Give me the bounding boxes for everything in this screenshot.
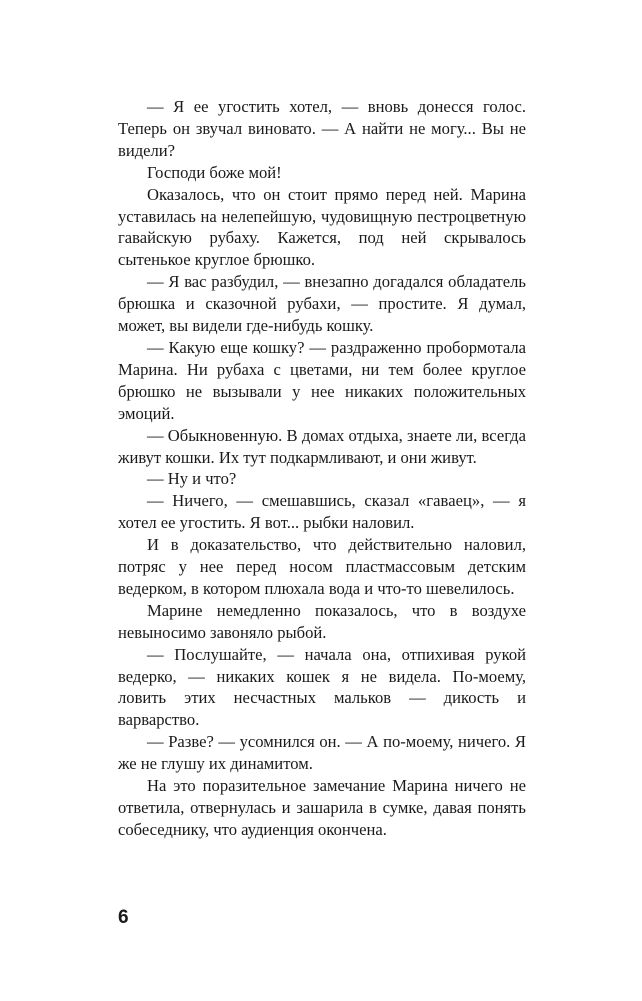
paragraph-12: — Разве? — усомнился он. — А по-моему, ничего. Я же не глушу их динамитом. bbox=[118, 732, 526, 774]
paragraph-1: — Я ее угостить хотел, — вновь донесся голос. Теперь он звучал виновато. — А найти не могу... Вы не видели? bbox=[118, 97, 526, 160]
paragraph-2: Господи боже мой! bbox=[147, 162, 282, 182]
paragraph-4: — Я вас разбудил, — внезапно догадался обладатель брюшка и сказочной рубахи, — простите. Я думал, может, вы видели где-нибудь кошку. bbox=[118, 272, 526, 336]
paragraph-8: — Ничего, — смешавшись, сказал «гавaец», — я хотел ее угостить. Я вот... рыбки наловил. bbox=[118, 491, 526, 533]
paragraph-5: — Какую еще кошку? — раздраженно пробормотала Марина. Ни рубаха с цветами, ни тем более круглое брюшко не вызывали у нее никаких положительных эмоций. bbox=[118, 337, 526, 423]
paragraph-10: Марине немедленно показалось, что в воздухе невыносимо завоняло рыбой. bbox=[118, 600, 526, 642]
paragraph-3: Оказалось, что он стоит прямо перед ней. Марина уставилась на нелепейшую, чудовищную пестроцветную гавайскую рубаху. Кажется, под ней скрывалось сытенькое круглое брюшко. bbox=[118, 184, 526, 270]
paragraph-9: И в доказательство, что действительно наловил, потряс у нее перед носом пластмассовым детским ведерком, в котором плюхала вода и что-то шевелилось. bbox=[118, 535, 526, 598]
paragraph-6: — Обыкновенную. В домах отдыха, знаете ли, всегда живут кошки. Их тут подкармливают, и они живут. bbox=[118, 425, 526, 467]
page-number: 6 bbox=[118, 907, 129, 928]
body-text bbox=[118, 96, 526, 841]
paragraph-13: На это поразительное замечание Марина ничего не ответила, отвернулась и зашарила в сумке, давая понять собеседнику, что аудиенция окончена. bbox=[118, 776, 526, 839]
paragraph-7: — Ну и что? bbox=[147, 469, 237, 489]
paragraph-11: — Послушайте, — начала она, отпихивая рукой ведерко, — никаких кошек я не видела. По-моему, ловить этих несчастных мальков — дикость и варварство. bbox=[118, 644, 526, 730]
